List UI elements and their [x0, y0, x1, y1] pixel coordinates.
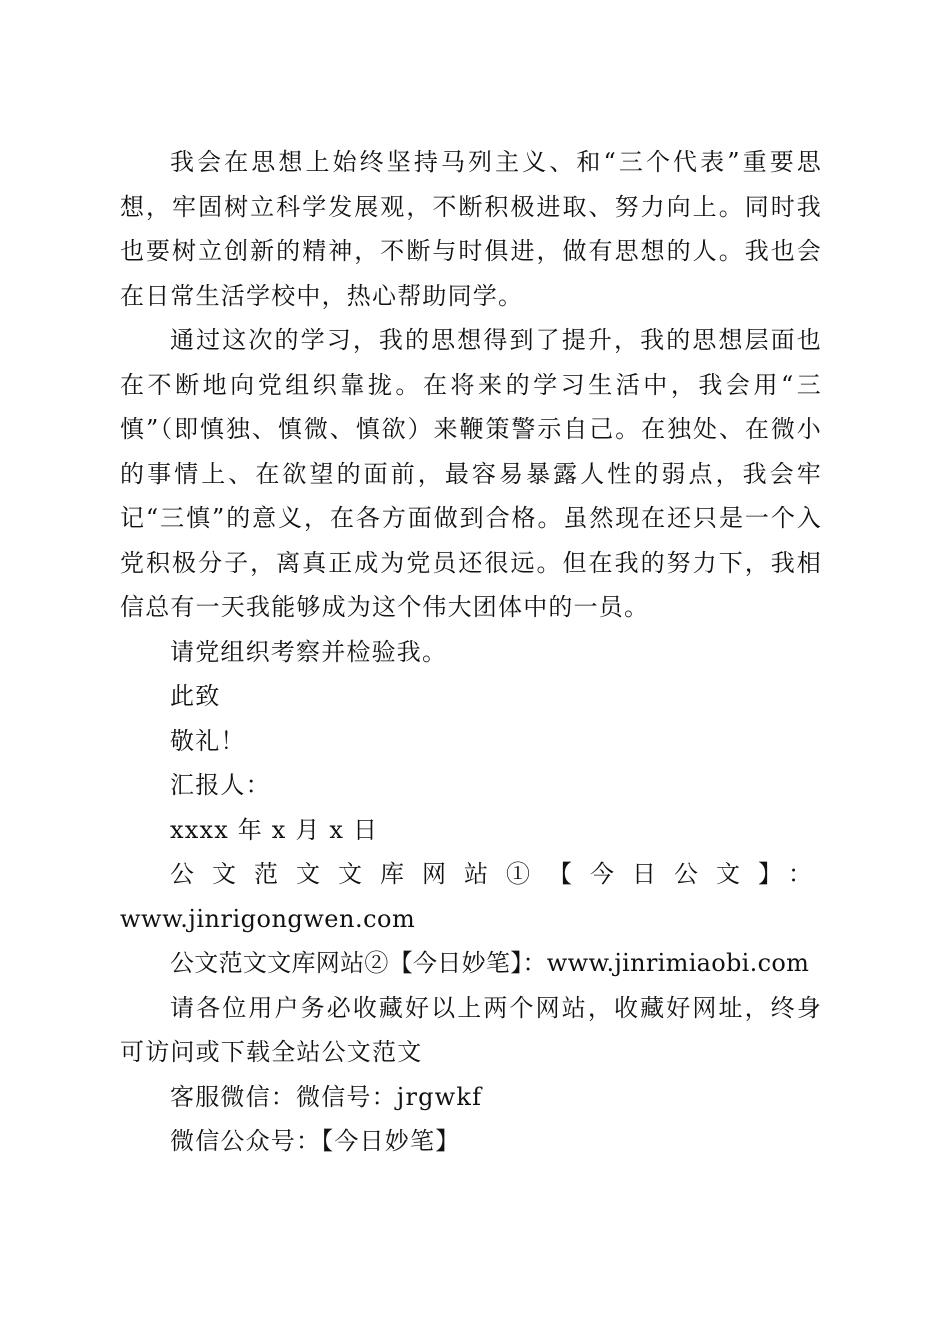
- site1-url[interactable]: www.jinrigongwen.com: [120, 904, 416, 933]
- closing-salutation: 此致: [170, 682, 221, 710]
- site1-label: 公文范文文库网站①【今日公文】：: [170, 860, 822, 888]
- document-body: [120, 140, 822, 1164]
- official-account: 微信公众号：【今日妙笔】: [170, 1127, 461, 1155]
- service-wechat: 客服微信：微信号：jrgwkf: [170, 1082, 483, 1111]
- request-line: 请党组织考察并检验我。: [170, 637, 448, 666]
- paragraph-commitment: 我会在思想上始终坚持马列主义、和“三个代表”重要思想，牢固树立科学发展观，不断积极进取、努力向上。同时我也要树立创新的精神，不断与时俱进，做有思想的人。我也会在日常生活学校中，热心帮助同学。: [120, 148, 822, 310]
- closing-respect: 敬礼！: [170, 726, 246, 755]
- site2-line: 公文范文文库网站②【今日妙笔】：www.jinrimiaobi.com: [170, 949, 810, 977]
- date-line: xxxx 年 x 月 x 日: [170, 815, 379, 844]
- reporter-label: 汇报人：: [170, 771, 271, 799]
- paragraph-study-reflection: 通过这次的学习，我的思想得到了提升，我的思想层面也在不断地向党组织靠拢。在将来的学习生活中，我会用“三慎”（即慎独、慎微、慎欲）来鞭策警示自己。在独处、在微小的事情上、在欲望的面前，最容易暴露人性的弱点，我会牢记“三慎”的意义，在各方面做到合格。虽然现在还只是一个入党积极分子，离真正成为党员还很远。但在我的努力下，我相信总有一天我能够成为这个伟大团体中的一员。: [120, 326, 822, 621]
- notice-paragraph: 请各位用户务必收藏好以上两个网站，收藏好网址，终身可访问或下载全站公文范文: [120, 993, 822, 1066]
